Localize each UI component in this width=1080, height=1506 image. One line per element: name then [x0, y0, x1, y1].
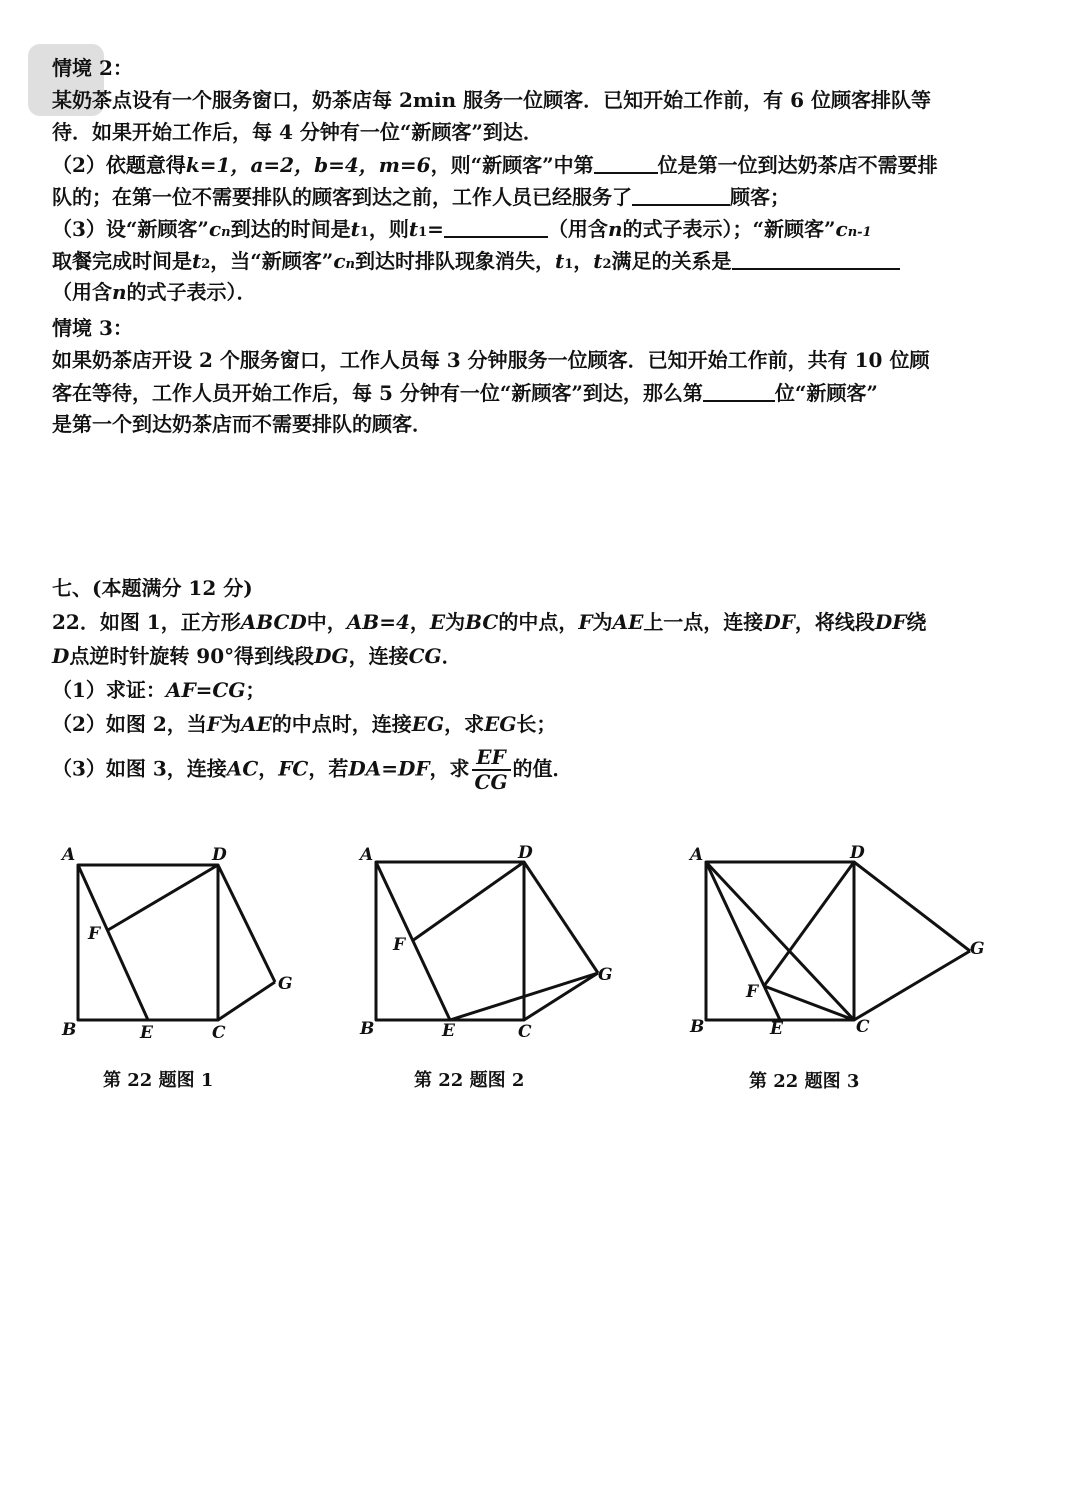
- fig1-label-g: G: [278, 974, 293, 994]
- fig3-label-d: D: [850, 843, 865, 863]
- fig1-label-f: F: [88, 924, 101, 944]
- fig2-label-g: G: [598, 965, 613, 985]
- fig3-segment-dg: [854, 862, 970, 951]
- q22-part-1: （1）求证：AF=CG；: [52, 678, 266, 702]
- fig3-segment-df: [764, 862, 854, 986]
- situation-3-line-3: 是第一个到达奶茶店而不需要排队的顾客．: [52, 412, 432, 436]
- fig1-segment-dg: [218, 865, 275, 982]
- fig2-segment-df: [412, 862, 524, 941]
- fig1-label-b: B: [62, 1020, 77, 1040]
- answer-blank-3[interactable]: [444, 218, 548, 238]
- fig3-label-f: F: [746, 982, 759, 1002]
- q22-part-2: （2）如图 2，当F为AE的中点时，连接EG，求EG长；: [52, 712, 557, 736]
- q22-stem-line-1: 22．如图 1，正方形ABCD中，AB=4，E为BC的中点，F为AE上一点，连接DF，将线段DF绕: [52, 610, 927, 634]
- fig3-segment-cg: [854, 951, 970, 1020]
- fig1-label-d: D: [212, 845, 227, 865]
- fig2-label-f: F: [393, 935, 406, 955]
- answer-blank-2[interactable]: [632, 186, 730, 206]
- fraction-ef-over-cg: $\frac{EF}{CG}$: [472, 746, 511, 794]
- figure-2: [376, 862, 598, 1020]
- fig2-label-a: A: [360, 845, 374, 865]
- situation-3-line-2: 客在等待，工作人员开始工作后，每 5 分钟有一位“新顾客”到达，那么第 位“新顾客”: [52, 381, 878, 405]
- answer-blank-5[interactable]: [703, 382, 775, 402]
- figure-2-caption: 第 22 题图 2: [414, 1070, 525, 1091]
- fig3-label-a: A: [690, 845, 704, 865]
- question-2-line-2: 队的；在第一位不需要排队的顾客到达之前，工作人员已经服务了 顾客；: [52, 185, 790, 209]
- fig2-label-c: C: [518, 1022, 532, 1042]
- fig2-label-b: B: [360, 1019, 375, 1039]
- figure-3-caption: 第 22 题图 3: [749, 1071, 860, 1092]
- situation-2-title: 情境 2：: [52, 56, 133, 80]
- question-3-line-3: （用含n的式子表示）．: [52, 280, 257, 304]
- fig1-segment-cg: [218, 982, 275, 1020]
- question-3-line-2: 取餐完成时间是t2，当“新顾客”cn到达时排队现象消失，t1，t2满足的关系是: [52, 250, 900, 271]
- situation-3-line-1: 如果奶茶店开设 2 个服务窗口，工作人员每 3 分钟服务一位顾客．已知开始工作前，共有 10 位顾: [52, 348, 930, 372]
- answer-blank-4[interactable]: [732, 250, 900, 270]
- fig3-label-b: B: [690, 1017, 705, 1037]
- q22-part-3: （3）如图 3，连接AC，FC，若DA=DF，求 $\frac{EF}{CG}$ 的值．: [52, 745, 573, 794]
- situation-3-title: 情境 3：: [52, 316, 133, 340]
- answer-blank-1[interactable]: [594, 154, 658, 174]
- fig3-label-c: C: [856, 1017, 870, 1037]
- fig2-label-e: E: [442, 1021, 455, 1041]
- section-heading: 七、(本题满分 12 分): [52, 576, 253, 600]
- question-2-line-1: （2）依题意得k=1，a=2，b=4，m=6，则“新顾客”中第 位是第一位到达奶茶店不需要排: [52, 153, 938, 177]
- situation-2-line-2: 待．如果开始工作后，每 4 分钟有一位“新顾客”到达．: [52, 120, 543, 144]
- figure-1: [78, 865, 275, 1020]
- situation-2-line-1: 某奶茶点设有一个服务窗口，奶茶店每 2min 服务一位顾客．已知开始工作前，有 6 位顾客排队等: [52, 88, 931, 112]
- fig1-label-c: C: [212, 1023, 226, 1043]
- fig1-label-a: A: [62, 845, 76, 865]
- fig2-segment-cg: [524, 973, 598, 1020]
- q22-stem-line-2: D点逆时针旋转 90°得到线段DG，连接CG．: [52, 644, 462, 668]
- figure-1-caption: 第 22 题图 1: [103, 1070, 214, 1091]
- fig2-label-d: D: [518, 843, 533, 863]
- fig3-label-e: E: [770, 1019, 783, 1039]
- fig3-segment-ac: [706, 862, 854, 1020]
- fig2-segment-dg: [524, 862, 598, 973]
- fig1-segment-df: [108, 865, 218, 930]
- fig3-segment-ae: [706, 862, 780, 1020]
- question-3-line-1: （3）设“新顾客”cn到达的时间是t1，则t1= （用含n的式子表示）；“新顾客”cn-1: [52, 217, 872, 241]
- fig1-label-e: E: [140, 1023, 153, 1043]
- fig3-label-g: G: [970, 939, 985, 959]
- geometry-figures: [0, 840, 1080, 1100]
